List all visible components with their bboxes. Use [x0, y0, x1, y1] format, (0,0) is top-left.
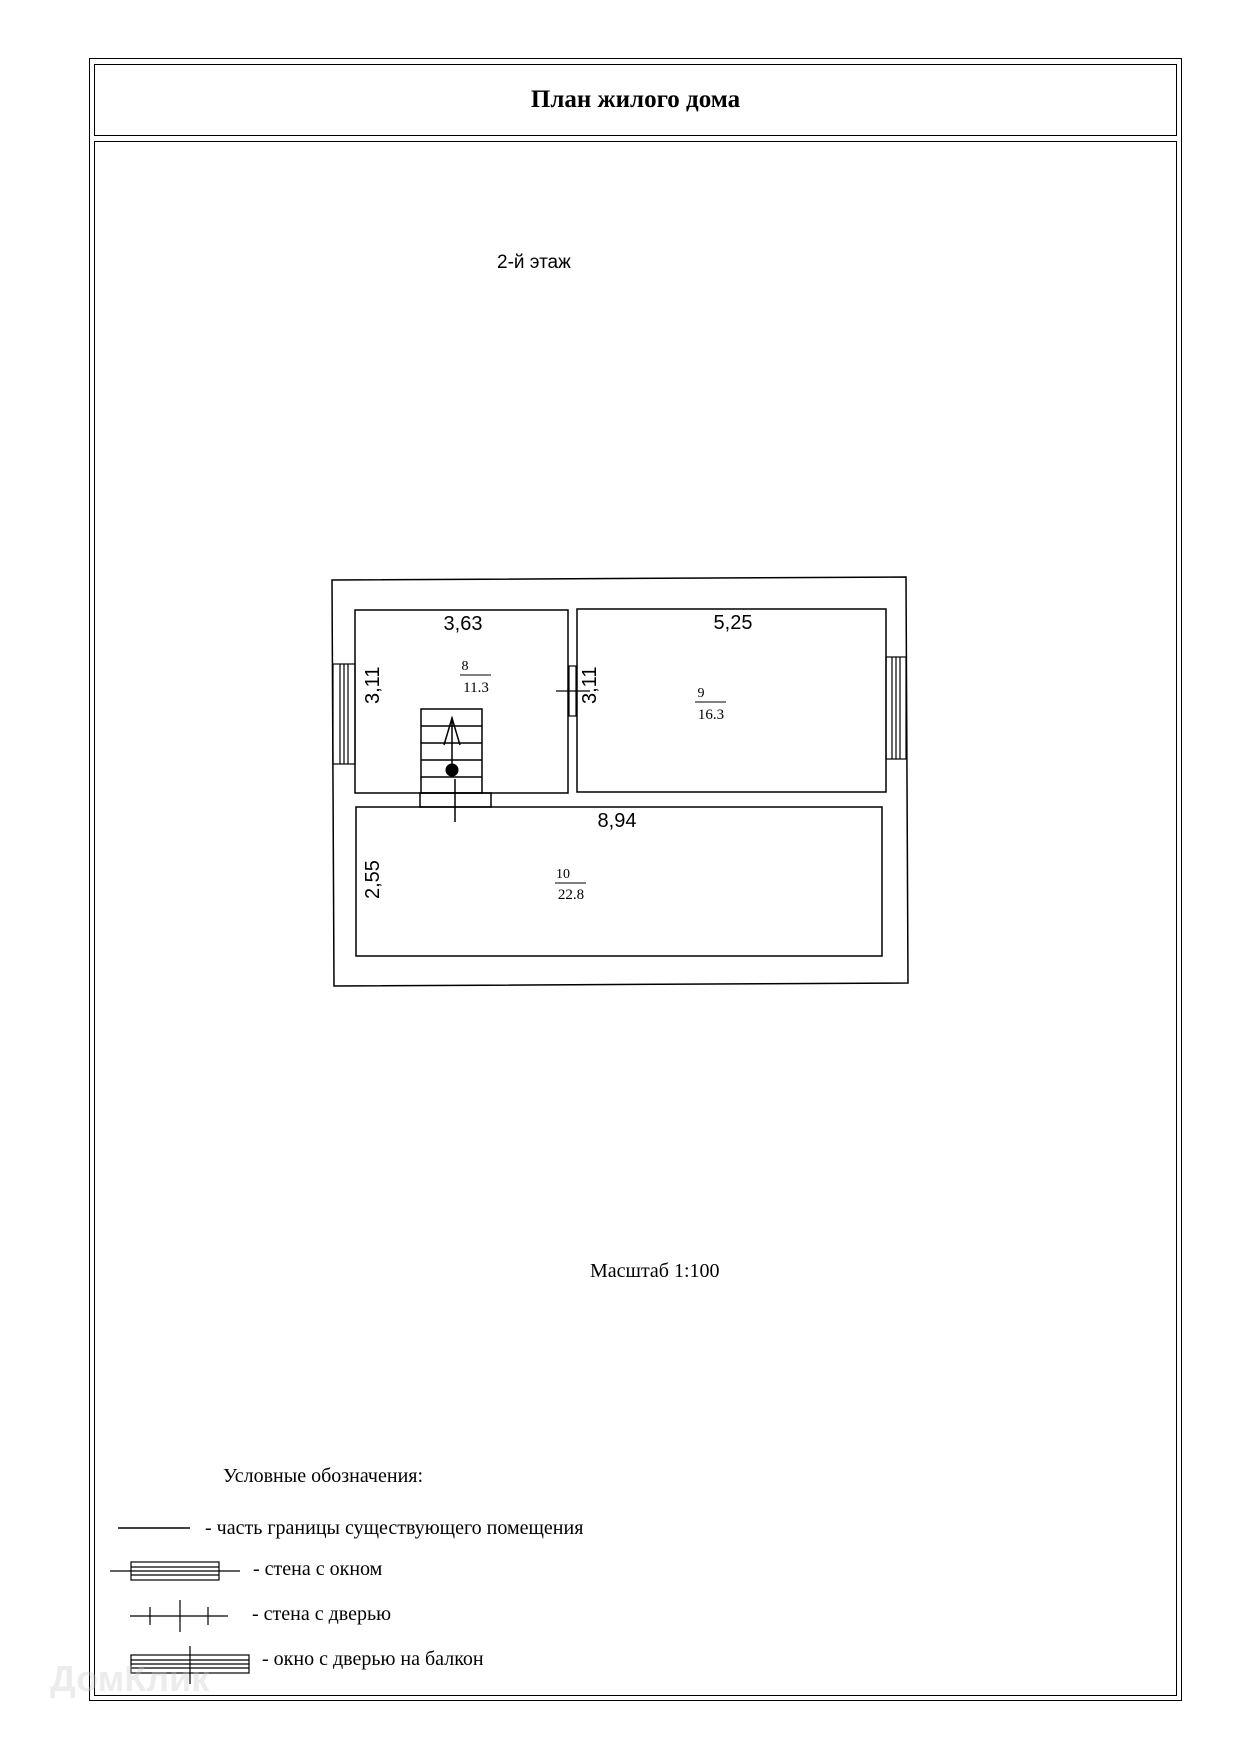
- right-window: [886, 657, 906, 759]
- legend-item-balcony: - окно с дверью на балкон: [262, 1648, 484, 1670]
- legend-door-symbol: [130, 1600, 228, 1632]
- legend-item-door: - стена с дверью: [252, 1603, 392, 1625]
- scale-label: Масштаб 1:100: [590, 1260, 720, 1282]
- room-8-number: 8: [461, 659, 469, 674]
- legend-title: Условные обозначения:: [223, 1465, 424, 1487]
- room-8-area: 11.3: [463, 680, 489, 696]
- watermark-logo: ДомКлик: [50, 1658, 210, 1699]
- room-10-number: 10: [556, 867, 570, 882]
- page-title: План жилого дома: [530, 86, 741, 113]
- room-9-width: 5,25: [713, 612, 753, 634]
- legend-item-window: - стена с окном: [253, 1558, 383, 1580]
- floor-label: 2-й этаж: [497, 252, 571, 273]
- room-9-number: 9: [697, 686, 705, 701]
- legend-window-symbol: [110, 1562, 240, 1580]
- room-10-width: 8,94: [597, 810, 637, 832]
- room-10-area: 22.8: [557, 887, 585, 903]
- left-window: [333, 664, 355, 764]
- legend-item-boundary: - часть границы существующего помещения: [205, 1517, 584, 1539]
- room-9-outline: [577, 609, 886, 792]
- room-8-outline: [355, 610, 568, 793]
- room-8-width: 3,63: [443, 613, 483, 635]
- room-9-area: 16.3: [697, 707, 725, 723]
- room-10-height: 2,55: [362, 860, 384, 899]
- staircase-marker: [446, 764, 459, 777]
- outer-wall: [332, 577, 908, 986]
- room-9-height: 3,11: [579, 666, 601, 704]
- room-8-height: 3,11: [362, 666, 384, 704]
